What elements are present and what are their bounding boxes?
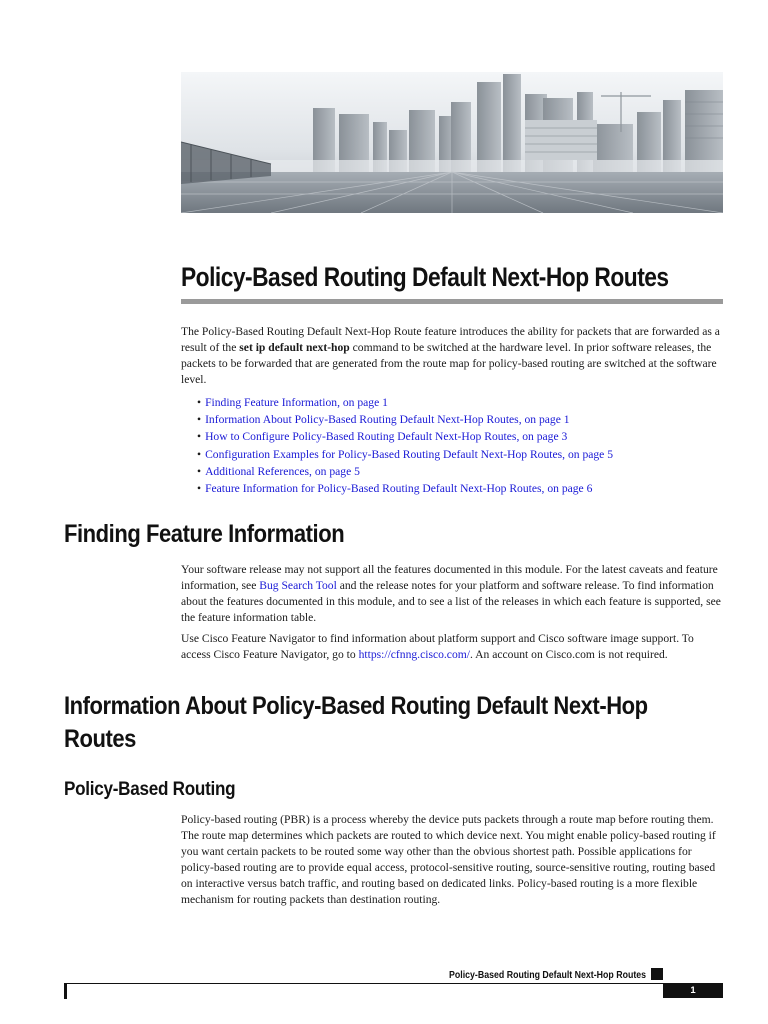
intro-paragraph: [181, 324, 723, 388]
list-item: [197, 446, 613, 463]
finding-paragraph-1: [181, 562, 723, 626]
intro-text-part1: The Policy-Based Routing Default Next-Hop Route feature introduces the ability for packets that are forwarded as a result of the: [181, 325, 720, 354]
list-item: [197, 463, 613, 480]
page-number: 1: [663, 983, 723, 998]
heading-line: Routes: [64, 725, 136, 753]
bug-search-tool-link[interactable]: Bug Search Tool: [259, 579, 337, 592]
finding-paragraph-2: [181, 631, 723, 663]
heading-information-about: [64, 690, 680, 756]
toc-link-additional-references[interactable]: Additional References, on page 5: [205, 464, 360, 478]
footer-marker: [651, 968, 663, 980]
subheading-policy-based-routing: Policy-Based Routing: [64, 779, 236, 800]
page-title: Policy-Based Routing Default Next-Hop Routes: [181, 262, 669, 292]
command-set-ip-default-next-hop: set ip default next-hop: [239, 341, 350, 354]
title-underline: [181, 299, 723, 304]
toc-link-feature-information[interactable]: Feature Information for Policy-Based Routing Default Next-Hop Routes, on page 6: [205, 482, 593, 496]
list-item: [197, 411, 613, 428]
heading-finding-feature-information: Finding Feature Information: [64, 520, 345, 548]
footer-left-tick: [64, 983, 67, 999]
toc-link-how-to-configure[interactable]: How to Configure Policy-Based Routing Default Next-Hop Routes, on page 3: [205, 430, 568, 444]
cisco-feature-navigator-link[interactable]: https://cfnng.cisco.com/: [358, 648, 470, 661]
toc-link-configuration-examples[interactable]: Configuration Examples for Policy-Based Routing Default Next-Hop Routes, on page 5: [205, 447, 614, 461]
footer-rule: [64, 983, 723, 984]
toc-link-finding-feature-information[interactable]: Finding Feature Information, on page 1: [205, 396, 388, 409]
toc-link-information-about[interactable]: Information About Policy-Based Routing Default Next-Hop Routes, on page 1: [205, 413, 570, 427]
finding-text: Your software release may not support all the features documented in this module. For the latest caveats and feature information, see: [181, 563, 718, 592]
list-item: [197, 428, 613, 445]
finding-text: Use Cisco Feature Navigator to find information about platform support and Cisco software image support. To access Cisco Feature Navigator, go to: [181, 632, 694, 661]
heading-line: Information About Policy-Based Routing Default Next-Hop: [64, 692, 648, 720]
footer-running-title: Policy-Based Routing Default Next-Hop Routes: [449, 970, 647, 981]
list-item: [197, 394, 613, 411]
header-banner-image: [181, 72, 723, 213]
intro-text-part2: command to be switched at the hardware level. In prior software releases, the packets to be forwarded that are generated from the route map for policy-based routing are switched at the software level.: [181, 341, 717, 386]
finding-text: . An account on Cisco.com is not required.: [470, 648, 668, 661]
list-item: [197, 480, 613, 497]
finding-text: and the release notes for your platform and software release. To find information about the features documented in this module, and to see a list of the releases in which each feature is supported, see the feature information table.: [181, 579, 721, 624]
pbr-paragraph: Policy-based routing (PBR) is a process whereby the device puts packets through a route map before routing them. The route map determines which packets are routed to which device next. You might enable policy-based routing if you want certain packets to be routed some way other than the obvious shortest path. Possible applications for policy-based routing are to provide equal access, protocol-sensitive routing, source-sensitive routing, routing based on interactive versus batch traffic, and routing based on dedicated links. Policy-based routing is a more flexible mechanism for routing packets than destination routing.: [181, 813, 716, 906]
toc-list: [197, 394, 613, 497]
city-skyline-illustration: [181, 72, 723, 213]
